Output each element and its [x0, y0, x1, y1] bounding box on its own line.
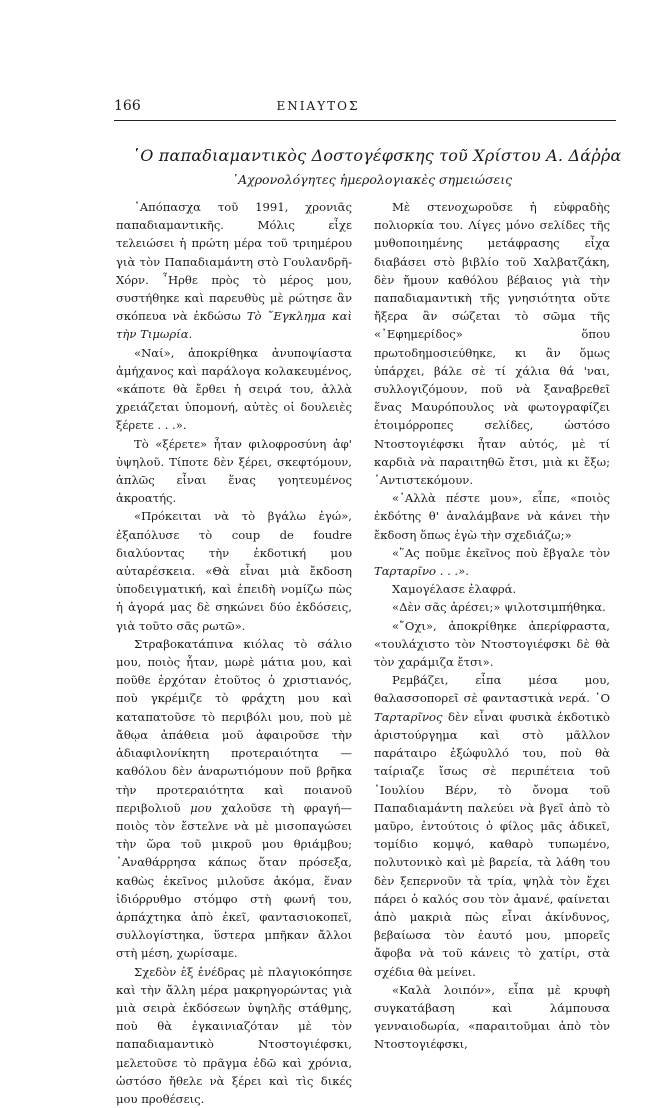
paragraph — [116, 635, 352, 963]
book-title: Ταρταρῖνος — [374, 709, 443, 724]
page-number: 166 — [114, 98, 141, 114]
paragraph: Τὸ «ξέρετε» ἦταν φιλοφροσύνη ἀφ' ὑψηλοῦ. Τίποτε δὲν ξέρει, σκεφτόμουν, ἁπλῶς εἶναι ἕνας γοητευμένος ἀκροατής. — [116, 436, 352, 506]
paragraph: Χαμογέλασε ἐλαφρά. — [392, 582, 517, 597]
paragraph — [374, 544, 610, 580]
right-column — [374, 198, 610, 1054]
left-column — [116, 198, 352, 1108]
paragraph-text: ᾽Απόπασχα τοῦ 1991, χρονιᾶς παπαδιαμαντικῆς. Μόλις εἶχε τελειώσει ἡ πρώτη μέρα τοῦ τριημέρου γιὰ τὸν Παπαδιαμάντη στὸ Γουλανδρῆ-Χόρν. ῏Ηρθε πρὸς τὸ μέρος μου, συστήθηκε καὶ παρευθὺς μὲ ρώτησε ἂν σκόπευα νὰ ἐκδώσω — [116, 200, 352, 324]
header-rule — [114, 120, 616, 121]
paragraph-text: χαλοῦσε τὴ φραγή— ποιὸς τὸν ἔστελνε νὰ μὲ μισοπαγώσει τὴν ὥρα τοῦ μικροῦ μου θριάμβου; ᾽Αναθάρρησα κάπως ὅταν πρόσεξα, καθὼς ἐκεῖνος μιλοῦσε ἀκόμα, ἕναν ἰδιόρρυθμο στόμφο στὴ φωνή του, ἁρπάχτηκα ἀπὸ ἐκεῖ, φαντασιοκοπεῖ, συλλογίστηκα, ὕστερα μπῆκαν ἄλλοι στὴ μέση, χωρίσαμε. — [116, 800, 353, 961]
paragraph-text: Στραβοκατάπινα κιόλας τὸ σάλιο μου, ποιὸς ἦταν, μωρὲ μάτια μου, καὶ ποῦθε ἐρχόταν ἐτοῦτος ὁ χριστιανός, ποὺ γκρέμιζε τὸ φράχτη μου καὶ καταπατοῦσε τὸ περιβόλι μου, ποὺ μὲ ἄθῳα ἀπάθεια μοῦ ἀφαιροῦσε τὴν ἀδιαφιλονίκητη προτεραιότητα —καθόλου δὲν ἀναρωτιόμουν ποῦ βρῆκα τὴν προτεραιότητα καὶ ποιανοῦ περιβολιοῦ — [116, 636, 352, 815]
paragraph: «Καλὰ λοιπόν», εἶπα μὲ κρυφὴ συγκατάβαση καὶ λάμπουσα γενναιοδωρία, «παραιτοῦμαι ἀπὸ τὸν Ντοστογιέφσκι, — [374, 982, 610, 1052]
paragraph-text: Ρεμβάζει, εἶπα μέσα μου, θαλασσοπορεῖ σὲ φανταστικὰ νερά. ῾Ο — [374, 673, 610, 706]
paragraph: «᾽Αλλὰ πέστε μου», εἶπε, «ποιὸς ἐκδότης θ' ἀναλάμβανε νὰ κάνει τὴν ἔκδοση ὅπως ἐγὼ τὴν σχεδιάζω;» — [374, 491, 610, 542]
book-title: Ταρταρῖνο . . .». — [374, 564, 469, 579]
paragraph — [116, 198, 352, 344]
paragraph-text: «῞Ας ποῦμε ἐκεῖνος ποὺ ἔβγαλε τὸν — [392, 545, 610, 560]
page-header — [114, 98, 522, 118]
paragraph-text: δὲν εἶναι φυσικὰ ἐκδοτικὸ ἀριστούργημα καὶ στὸ μᾶλλον παράταιρο ἐξώφυλλό του, ποὺ θὰ ταίριαζε ἴσως σὲ περιπέτεια τοῦ ᾽Ιουλίου Βέρν, τὸ ὄνομα τοῦ Παπαδιαμάντη παλεύει νὰ βγεῖ ἀπὸ τὸ μαῦρο, ἐντούτοις ὁ φίλος μᾶς ἀδικεῖ, τομίδιο κομψό, καθαρὸ τυπωμένο, πολυτονικὸ καὶ μὲ βαρεία, τὰ λάθη του δὲν ξεπερνοῦν τὰ τρία, ψηλὰ τὸν ἔχει πάρει ὁ καλός σου τὸν ἀμανέ, φαίνεται ἀπὸ μακριὰ πὼς εἶναι ἀκίνδυνος, βεβαίωσα τὸν ἑαυτό μου, μπορεῖς ἄφοβα νὰ τοῦ κάνεις τὸ χατίρι, στὰ σχέδια θὰ μείνει. — [374, 709, 610, 979]
article-title: ῾Ο παπαδιαμαντικὸς Δοστογέφσκης τοῦ Χρίστου Α. Δάῤῥα — [132, 146, 622, 165]
paragraph — [374, 671, 610, 980]
paragraph: Σχεδὸν ἐξ ἐνέδρας μὲ πλαγιοκόπησε καὶ τὴν ἄλλη μέρα μακρηγορώντας γιὰ μιὰ σειρὰ ἐκδόσεων ὑψηλῆς στάθμης, ποὺ θὰ ἐγκαινιαζόταν μὲ τὸν παπαδιαμαντικὸ Ντοστογιέφσκι, μελετοῦσε τὸ πρᾶγμα ἐδῶ καὶ χρόνια, ὡστόσο ἤθελε νὰ ξέρει καὶ τὶς δικές μου προθέσεις. — [116, 964, 352, 1106]
paragraph: «῎Οχι», ἀποκρίθηκε ἀπερίφραστα, «τουλάχιστο τὸν Ντοστογιέφσκι δὲ θὰ τὸν χαράμιζα ἔτσι». — [374, 618, 610, 670]
paragraph: Μὲ στενοχωροῦσε ἡ εὐφραδὴς πολιορκία του. Λίγες μόνο σελίδες τῆς μυθοποιημένης μετάφρασης εἶχα διαβάσει στὸ βιβλίο τοῦ Χαλβατζάκη, δὲν ἤμουν καθόλου βέβαιος γιὰ τὴν παπαδιαμαντικὴ τῆς γνησιότητα οὔτε ἤξερα ἂν σώζεται τὸ σῶμα τῆς «᾽Εφημερίδος» ὅπου πρωτοδημοσιεύθηκε, κι ἂν ὅμως ὑπάρχει, βάλε σὲ τί χάλια θά 'ναι, συλλογιζόμουν, ποῦ νὰ ξαναβρεθεῖ ἕνας Μαυρόπουλος νὰ φωτογραφίζει ἑτοιμόρροπες σελίδες, ὡστόσο Ντοστογιέφσκι ἦταν αὐτός, μὲ τί καρδιὰ νὰ παραιτηθῶ ἔτσι, μιὰ κι ἔξω; ᾽Αντιστεκόμουν. — [374, 200, 610, 488]
article-subtitle: ᾽Αχρονολόγητες ἡμερολογιακὲς σημειώσεις — [231, 172, 513, 187]
book-title: Τὸ ῎Εγκλημα καὶ τὴν Τιμωρία. — [116, 309, 352, 342]
paragraph: «Ναί», ἀποκρίθηκα ἀνυποψίαστα ἀμήχανος καὶ παράλογα κολακευμένος, «κάποτε θὰ ἔρθει ἡ σειρά του, ἀλλὰ χρειάζεται ὑπομονή, αὐτὲς οἱ δουλειὲς ξέρετε . . .». — [116, 345, 352, 433]
paragraph: «Πρόκειται νὰ τὸ βγάλω ἐγώ», ἐξαπόλυσε τὸ coup de foudre διαλύοντας τὴν ἐκδοτική μου αὐταρέσκεια. «Θὰ εἶναι μιὰ ἔκδοση ὑποδειγματική, καὶ ἐπειδὴ νομίζω πὼς ἡ ἀγορά μας δὲ σηκώνει δύο ἐκδόσεις, γιὰ τοῦτο σᾶς ρωτῶ». — [116, 509, 352, 633]
emphasis-word: μου — [190, 800, 212, 815]
paragraph: «Δὲν σᾶς ἀρέσει;» ψιλοτσιμπήθηκα. — [392, 600, 606, 615]
running-title: ΕΝΙΑΥΤΟΣ — [276, 99, 360, 113]
